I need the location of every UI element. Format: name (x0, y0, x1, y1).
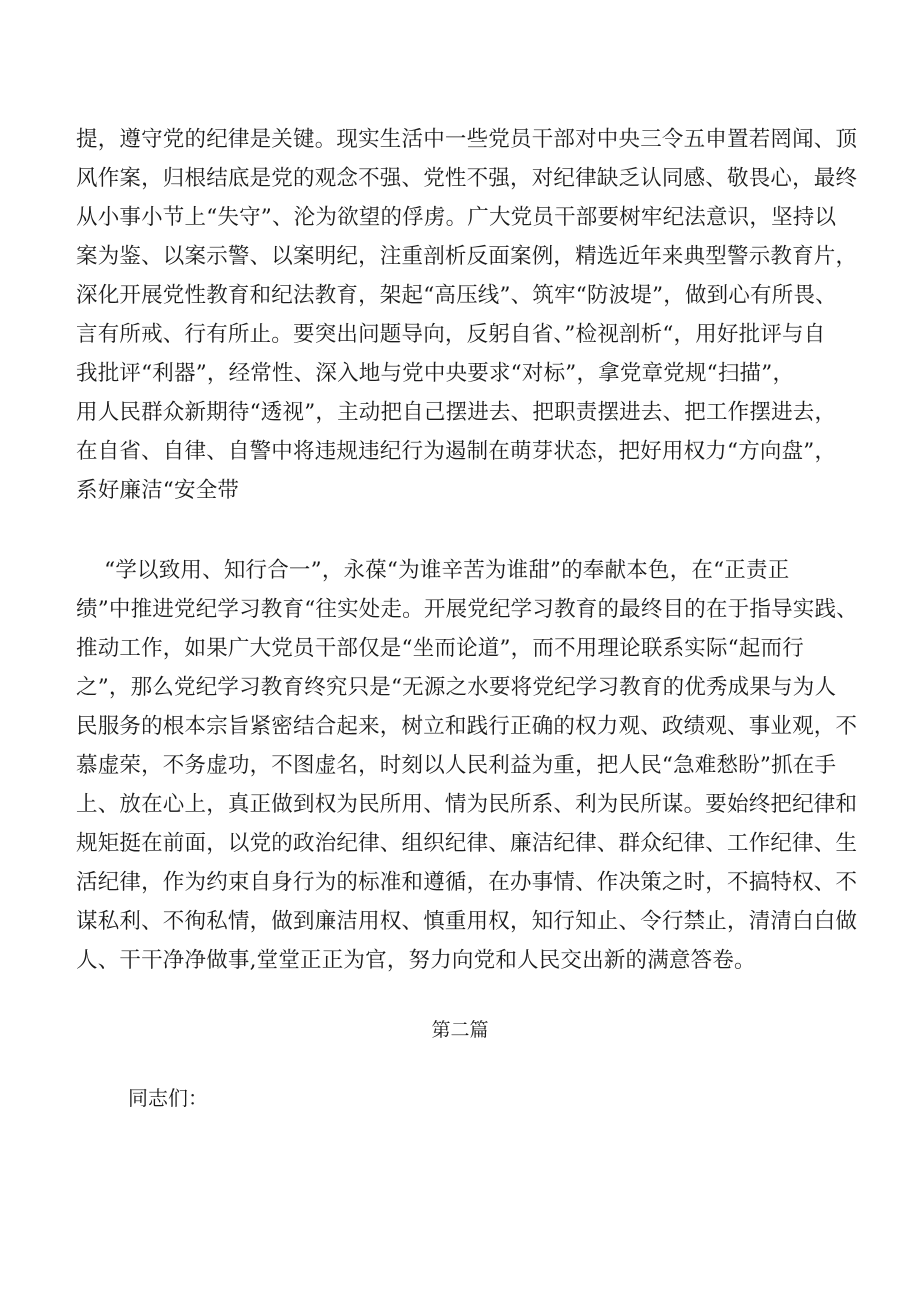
paragraph1-line: 案为鉴、以案示警、以案明纪，注重剖析反面案例，精选近年来典型警示教育片， (76, 244, 858, 269)
section-title: 第二篇 (431, 1019, 489, 1041)
paragraph2-line: 人、干干净净做事,堂堂正正为官，努力向党和人民交出新的满意答卷。 (76, 948, 756, 973)
paragraph1-line: 从小事小节上“失守”、沦为欲望的俘虏。广大党员干部要树牢纪法意识，坚持以 (76, 205, 837, 230)
paragraph2-line: 慕虚荣，不务虚功，不图虚名，时刻以人民利益为重，把人民“急难愁盼”抓在手 (76, 753, 837, 778)
paragraph1-line: 提，遵守党的纪律是关键。现实生活中一些党员干部对中央三令五申置若罔闻、顶 (76, 127, 858, 152)
paragraph2-line: 之”，那么党纪学习教育终究只是“无源之水要将党纪学习教育的优秀成果与为人 (76, 675, 837, 700)
paragraph2-line: “学以致用、知行合一”，永葆“为谁辛苦为谁甜”的奉献本色，在“正责正 (76, 558, 790, 583)
paragraph1-line: 深化开展党性教育和纪法教育，架起“高压线”、筑牢“防波堤”，做到心有所畏、 (76, 283, 837, 308)
salutation: 同志们： (128, 1086, 208, 1110)
paragraph1-line: 言有所戒、行有所止。要突出问题导向，反躬自省、”检视剖析“，用好批评与自 (76, 322, 826, 347)
paragraph1-line: 我批评“利器”，经常性、深入地与党中央要求“对标”，拿党章党规“扫描”， (76, 361, 795, 386)
paragraph2-line: 谋私利、不徇私情，做到廉洁用权、慎重用权，知行知止、令行禁止，清清白白做 (76, 909, 858, 934)
paragraph1-line: 用人民群众新期待“透视”，主动把自己摆进去、把职责摆进去、把工作摆进去， (76, 400, 837, 425)
paragraph2-line: 上、放在心上，真正做到权为民所用、情为民所系、利为民所谋。要始终把纪律和 (76, 792, 858, 817)
paragraph2-line: 民服务的根本宗旨紧密结合起来，树立和践行正确的权力观、政绩观、事业观，不 (76, 714, 858, 739)
paragraph1-line: 系好廉洁“安全带 (76, 478, 240, 503)
paragraph2-line: 活纪律，作为约束自身行为的标准和遵循，在办事情、作决策之时，不搞特权、不 (76, 870, 858, 895)
paragraph2-line: 推动工作，如果广大党员干部仅是“坐而论道”，而不用理论联系实际“起而行 (76, 636, 804, 661)
paragraph1-line: 风作案，归根结底是党的观念不强、党性不强，对纪律缺乏认同感、敬畏心，最终 (76, 166, 858, 191)
paragraph2-line: 绩”中推进党纪学习教育“往实处走。开展党纪学习教育的最终目的在于指导实践、 (76, 597, 858, 622)
paragraph2-line: 规矩挺在前面，以党的政治纪律、组织纪律、廉洁纪律、群众纪律、工作纪律、生 (76, 831, 858, 856)
paragraph1-line: 在自省、自律、自警中将违规违纪行为遏制在萌芽状态，把好用权力“方向盘”， (76, 439, 837, 464)
